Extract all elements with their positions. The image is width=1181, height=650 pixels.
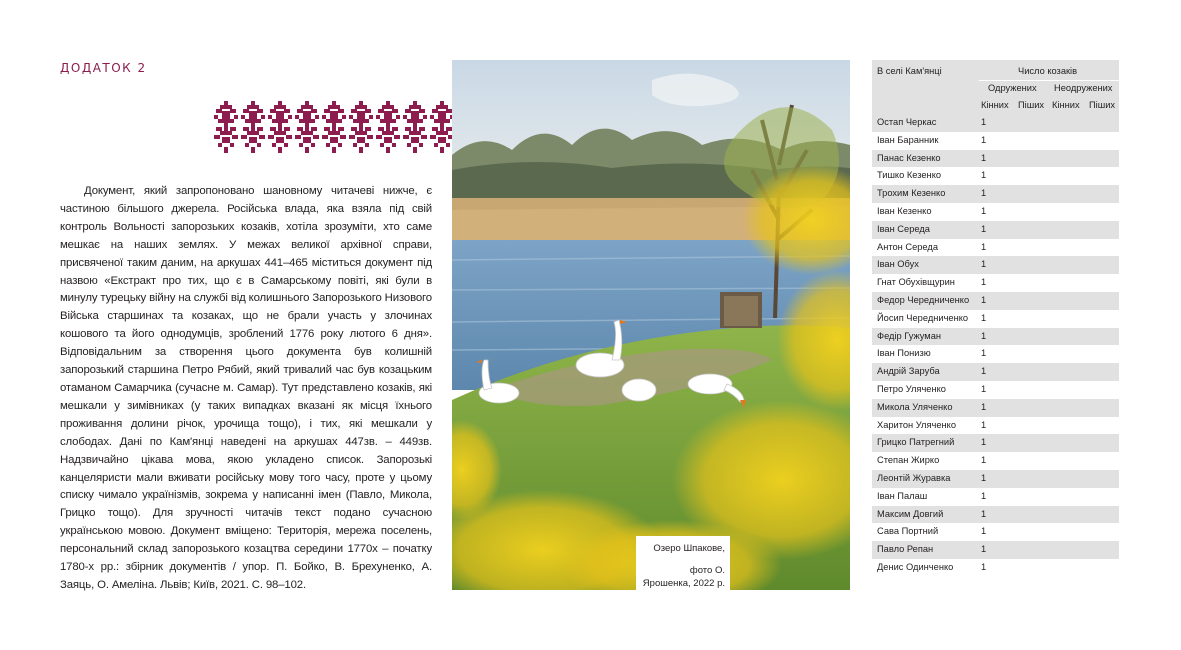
table-row (872, 132, 1119, 150)
married-horse-count: 1 (981, 348, 987, 359)
married-horse-count: 1 (981, 544, 987, 555)
cossack-name: Панас Кезенко (877, 152, 941, 163)
married-horse-count: 1 (981, 170, 987, 181)
caption-credit: фото О. Ярошенка, 2022 р. (642, 565, 725, 589)
cossack-name: Харитон Уляченко (877, 419, 957, 430)
table-row (872, 506, 1119, 524)
table-row (872, 523, 1119, 541)
married-horse-count: 1 (981, 366, 987, 377)
cossack-name: Іван Середа (877, 223, 930, 234)
table-row (872, 381, 1119, 399)
cossack-register-table (872, 60, 1119, 577)
married-horse-count: 1 (981, 472, 987, 483)
cossack-name: Іван Обух (877, 259, 919, 270)
header-unmarried-foot: Піших (1089, 100, 1116, 110)
table-row (872, 150, 1119, 168)
cossack-name: Петро Уляченко (877, 383, 946, 394)
cossack-name: Тишко Кезенко (877, 170, 942, 181)
table-row (872, 221, 1119, 239)
cossack-name: Андрій Заруба (877, 366, 940, 377)
married-horse-count: 1 (981, 526, 987, 537)
header-unmarried-horse: Кінних (1052, 100, 1080, 110)
header-married-horse: Кінних (981, 100, 1009, 110)
cossack-name: Гнат Обухівщурин (877, 277, 955, 288)
cossack-name: Антон Середа (877, 241, 938, 252)
table-row (872, 185, 1119, 203)
table-row (872, 488, 1119, 506)
cossack-name: Максим Довгий (877, 508, 944, 519)
table-row (872, 417, 1119, 435)
married-horse-count: 1 (981, 437, 987, 448)
cossack-name: Павло Репан (877, 544, 934, 555)
header-village: В селі Кам'янці (877, 66, 942, 76)
married-horse-count: 1 (981, 455, 987, 466)
appendix-title: ДОДАТОК 2 (60, 61, 147, 75)
table-row (872, 167, 1119, 185)
table-row (872, 434, 1119, 452)
table-row (872, 559, 1119, 577)
table-row (872, 292, 1119, 310)
table-row (872, 541, 1119, 559)
married-horse-count: 1 (981, 561, 987, 572)
married-horse-count: 1 (981, 259, 987, 270)
cossack-name: Федор Чередниченко (877, 294, 970, 305)
married-horse-count: 1 (981, 294, 987, 305)
married-horse-count: 1 (981, 490, 987, 501)
header-married-foot: Піших (1018, 100, 1045, 110)
header-married: Одружених (988, 83, 1037, 93)
table-row (872, 203, 1119, 221)
cossack-name: Іван Палаш (877, 490, 928, 501)
cossack-name: Федір Гужуман (877, 330, 942, 341)
table-body (872, 114, 1119, 577)
header-unmarried: Неодружених (1054, 83, 1113, 93)
cossack-name: Іван Баранник (877, 134, 939, 145)
married-horse-count: 1 (981, 223, 987, 234)
cossack-name: Микола Уляченко (877, 401, 953, 412)
cossack-name: Денис Одинченко (877, 561, 954, 572)
cossack-name: Йосип Чередниченко (877, 312, 969, 323)
cossack-name: Остап Черкас (877, 117, 937, 127)
married-horse-count: 1 (981, 134, 987, 145)
married-horse-count: 1 (981, 188, 987, 199)
cossack-name: Сава Портний (877, 526, 939, 537)
table-row (872, 310, 1119, 328)
married-horse-count: 1 (981, 508, 987, 519)
cossack-name: Леонтій Журавка (877, 472, 951, 483)
married-horse-count: 1 (981, 383, 987, 394)
cossack-name: Іван Кезенко (877, 205, 932, 216)
lake-geese-photo (452, 60, 850, 590)
married-horse-count: 1 (981, 312, 987, 323)
table-header (872, 60, 1119, 114)
married-horse-count: 1 (981, 241, 987, 252)
cossack-name: Іван Понизю (877, 348, 931, 359)
married-horse-count: 1 (981, 277, 987, 288)
intro-paragraph: Документ, який запропоновано шановному читачеві нижче, є частиною більшого джерела. Російська влада, яка взяла під свій контроль Вольності запорозьких козаків, хотіла зрозуміти, хто саме мешкає на наших землях. У межах великої архівної справи, присвяченої таким даним, на аркушах 441–465 міститься документ під назвою «Екстракт про тих, що є в Самарському повіті, які були в минулу турецьку війну на службі від колишнього Запорозького Низового Війська старшинах та козаках, що не брали участь у злочинах кошового та його однодумців, зроблений 1776 року лютого 6 дня». Відповідальним за створення цього документа був колишній запорозький старшина Петро Рябий, який тривалий час був козацьким отаманом Самарчика (сучасне м. Самар). Тут представлено козаків, які мешкали у зимівниках (у таких випадках вказані як місця їхнього проживання долини річок, урочища тощо), і тих, які мешкали у слободах. Дані по Кам'янці наведені на аркушах 447зв. – 449зв. Надзвичайно цікава мова, якою укладено список. Запорозькі канцеляристи мали вживати російську мову того часу, проте у цьому списку чимало українізмів, зокрема у написанні імен (Павло, Микола, Грицко тощо). Для зручності читачів текст подано сучасною українською мовою. Документ вміщено: Територія, мережа поселень, персональний склад запорозького козацтва середини 1770х – початку 1780-х рр.: збірник документів / упор. П. Бойко, В. Брехуненко, А. Заяць, О. Амеліна. Львів; Київ, 2021. С. 98–102. (60, 185, 432, 591)
table-row (872, 274, 1119, 292)
header-cossack-count: Число козаків (1018, 66, 1078, 76)
table-row (872, 363, 1119, 381)
married-horse-count: 1 (981, 330, 987, 341)
married-horse-count: 1 (981, 419, 987, 430)
table-row (872, 328, 1119, 346)
cossack-name: Трохим Кезенко (877, 188, 946, 199)
table-row (872, 345, 1119, 363)
married-horse-count: 1 (981, 205, 987, 216)
table-row (872, 399, 1119, 417)
married-horse-count: 1 (981, 401, 987, 412)
table-row (872, 114, 1119, 132)
table-row (872, 239, 1119, 257)
table-row (872, 470, 1119, 488)
table-row (872, 452, 1119, 470)
married-horse-count: 1 (981, 117, 987, 127)
cossack-name: Степан Жирко (877, 455, 940, 466)
caption-place: Озеро Шпакове, (653, 543, 725, 554)
photo-caption (636, 536, 730, 590)
cossack-name: Грицко Патрегний (877, 437, 955, 448)
header-divider (979, 80, 1119, 81)
married-horse-count: 1 (981, 152, 987, 163)
table-row (872, 256, 1119, 274)
